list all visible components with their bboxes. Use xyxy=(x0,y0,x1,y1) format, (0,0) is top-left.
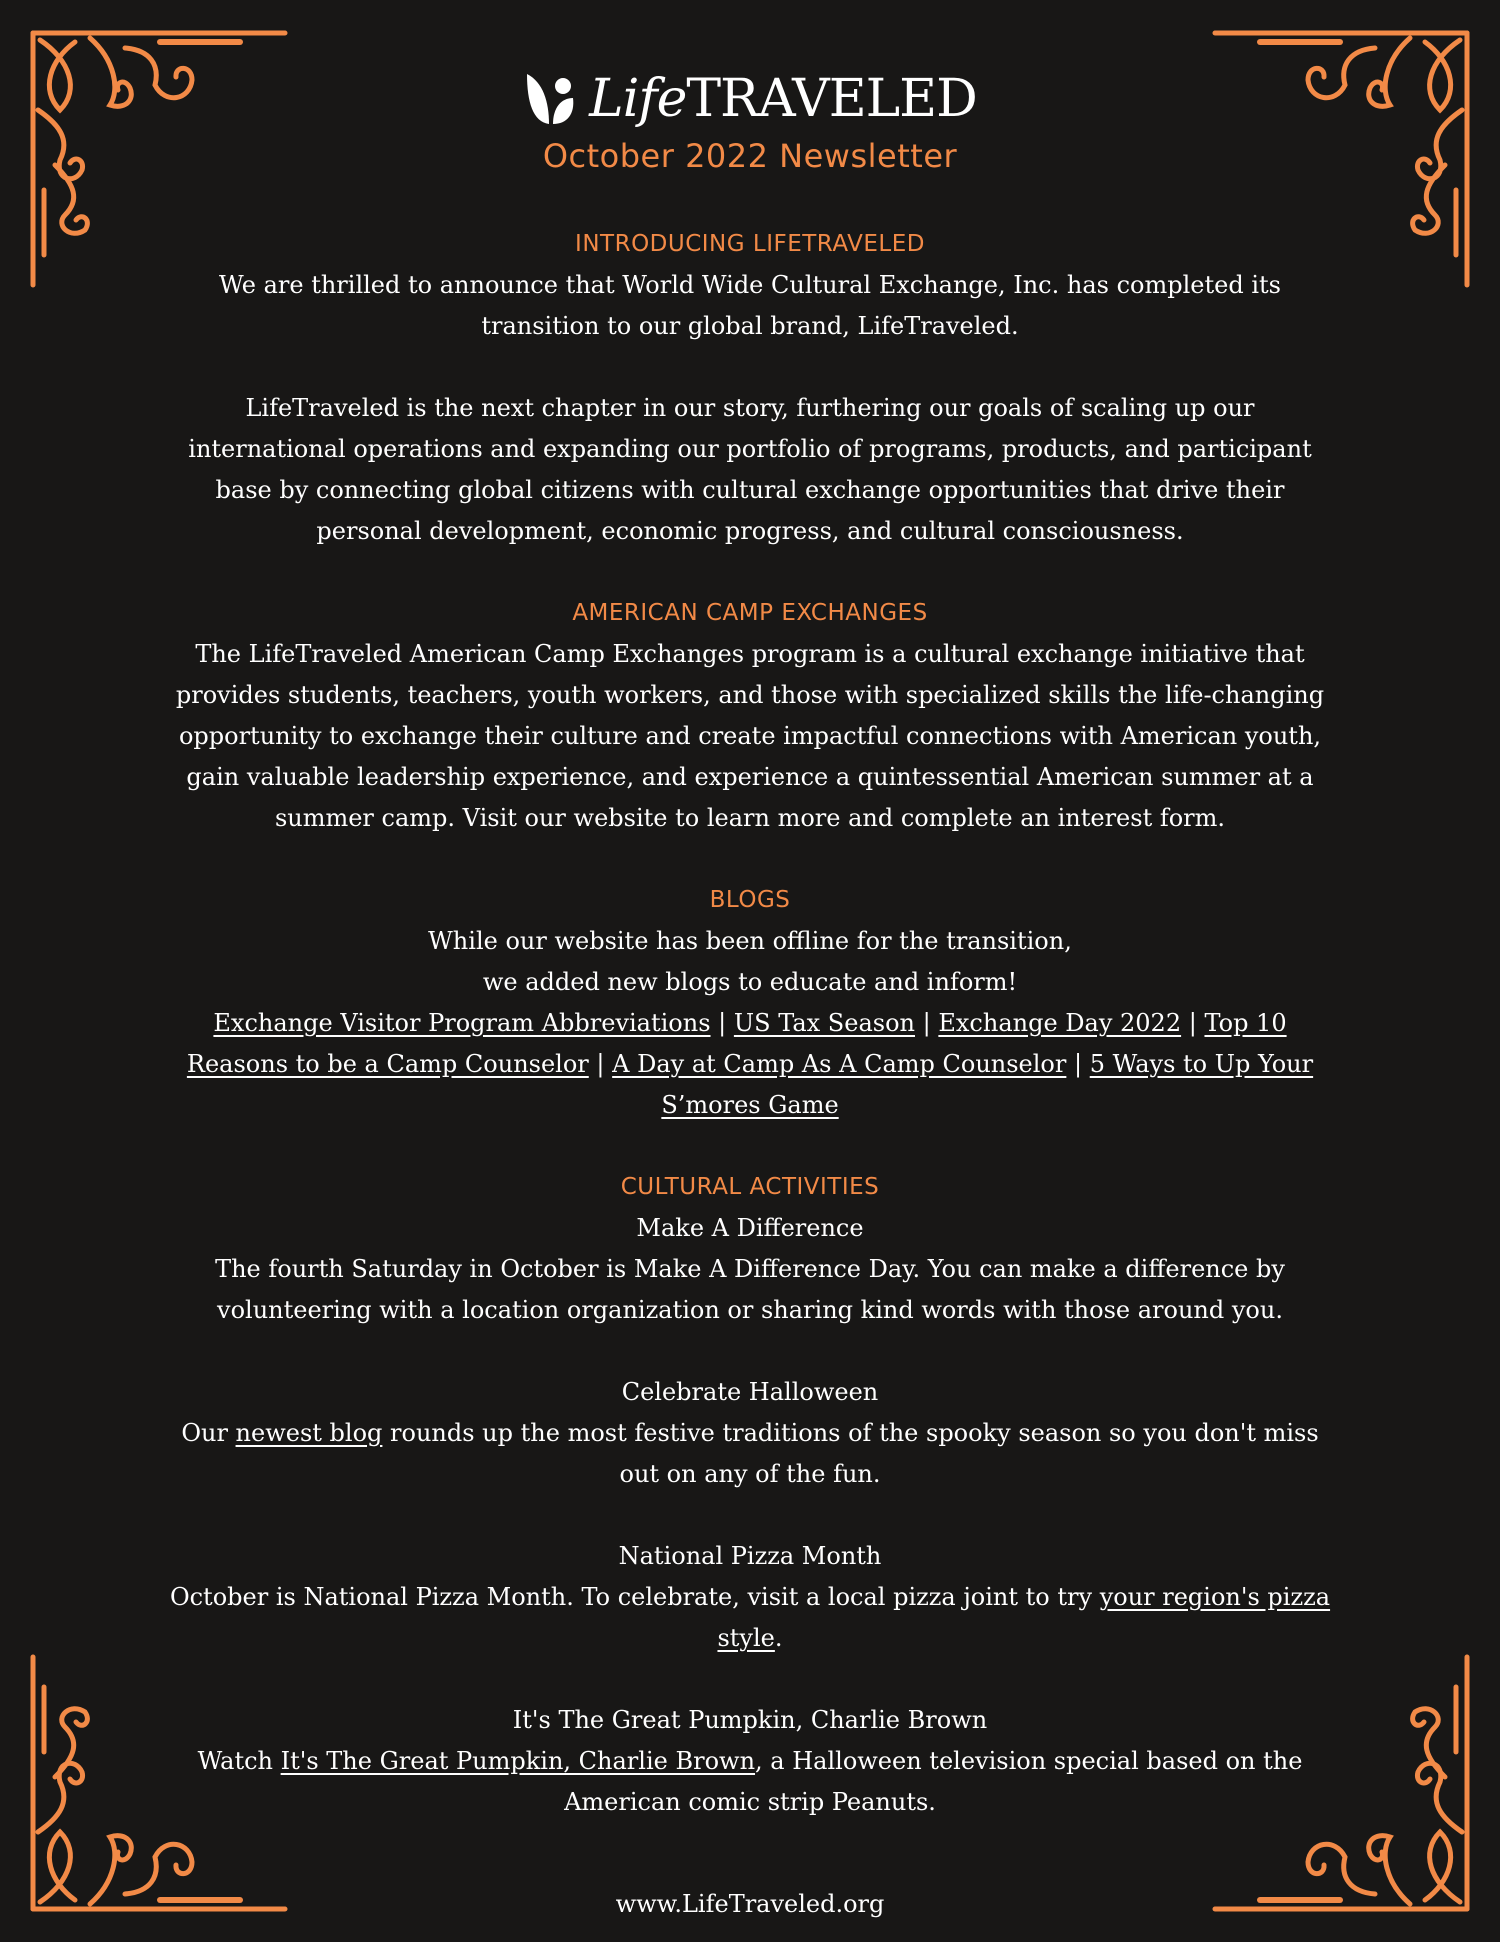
separator: | xyxy=(596,1050,605,1078)
activity-text: Our newest blog rounds up the most festive traditions of the spooky season so you don't miss out on any of the fun. xyxy=(181,1419,1319,1488)
activity-title: Make A Difference xyxy=(636,1214,864,1242)
section-heading-cultural: CULTURAL ACTIVITIES xyxy=(620,1174,880,1200)
separator: | xyxy=(1074,1050,1083,1078)
blogs-intro-line-2: we added new blogs to educate and inform! xyxy=(482,968,1018,996)
newsletter-title: October 2022 Newsletter xyxy=(542,137,958,175)
great-pumpkin-link[interactable]: It's The Great Pumpkin, Charlie Brown xyxy=(280,1747,756,1775)
section-heading-blogs: BLOGS xyxy=(709,887,791,913)
activity-text: Watch It's The Great Pumpkin, Charlie Brown, a Halloween television special based on the American comic strip Peanuts. xyxy=(197,1747,1303,1816)
header xyxy=(0,68,1500,176)
intro-paragraph-2: LifeTraveled is the next chapter in our story, furthering our goals of scaling up our international operations and expanding our portfolio of programs, products, and participant base by connecting global citizens with cultural exchange opportunities that drive their personal development, economic progress, and cultural consciousness. xyxy=(188,394,1312,545)
logo-text: LifeTRAVELED xyxy=(589,69,977,129)
blog-link[interactable]: Top 10 Reasons to be a Camp Counselor xyxy=(186,1009,1287,1078)
leaf-logo-icon xyxy=(523,72,577,126)
blog-link[interactable]: 5 Ways to Up Your S’mores Game xyxy=(661,1050,1314,1119)
footer-website: www.LifeTraveled.org xyxy=(615,1890,885,1918)
pizza-style-link[interactable]: your region's pizza style xyxy=(717,1583,1331,1652)
blog-links xyxy=(150,1003,1350,1126)
activity-title: Celebrate Halloween xyxy=(621,1378,879,1406)
section-heading-intro: INTRODUCING LIFETRAVELED xyxy=(575,231,925,257)
section-heading-camp: AMERICAN CAMP EXCHANGES xyxy=(572,600,928,626)
separator: | xyxy=(922,1009,931,1037)
logo xyxy=(523,68,977,130)
blog-link[interactable]: US Tax Season xyxy=(733,1009,915,1037)
activity-title: National Pizza Month xyxy=(618,1542,882,1570)
activity-text: October is National Pizza Month. To celebrate, visit a local pizza joint to try your region's pizza style. xyxy=(169,1583,1331,1652)
newsletter-body xyxy=(150,224,1350,1823)
blog-link[interactable]: Exchange Day 2022 xyxy=(938,1009,1182,1037)
camp-paragraph: The LifeTraveled American Camp Exchanges program is a cultural exchange initiative that provides students, teachers, youth workers, and those with specialized skills the life-changing opportunity to exchange their culture and create impactful connections with American youth, gain valuable leadership experience, and experience a quintessential American summer at a summer camp. Visit our website to learn more and complete an interest form. xyxy=(175,640,1325,832)
activity-title: It's The Great Pumpkin, Charlie Brown xyxy=(512,1706,988,1734)
separator: | xyxy=(1188,1009,1197,1037)
separator: | xyxy=(718,1009,727,1037)
blog-link[interactable]: Exchange Visitor Program Abbreviations xyxy=(213,1009,711,1037)
blog-link[interactable]: A Day at Camp As A Camp Counselor xyxy=(612,1050,1067,1078)
blogs-intro-line-1: While our website has been offline for the transition, xyxy=(428,927,1072,955)
activity-text: The fourth Saturday in October is Make A Difference Day. You can make a difference by volunteering with a location organization or sharing kind words with those around you. xyxy=(215,1255,1285,1324)
newest-blog-link[interactable]: newest blog xyxy=(235,1419,383,1447)
intro-paragraph-1: We are thrilled to announce that World Wide Cultural Exchange, Inc. has completed its transition to our global brand, LifeTraveled. xyxy=(219,271,1281,340)
